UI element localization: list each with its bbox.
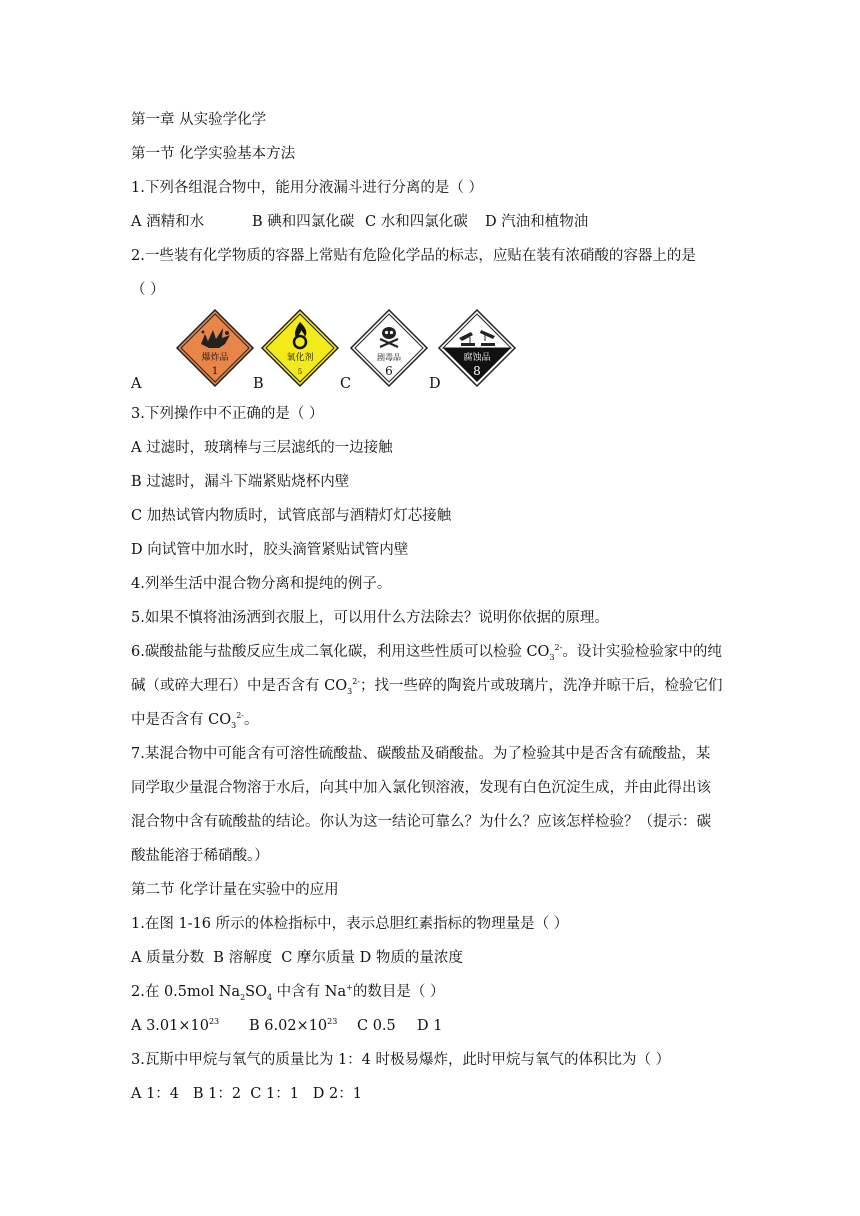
- section1-title: 第一节 化学实验基本方法: [131, 146, 296, 162]
- s1-q1-option-b: B 碘和四氯化碳: [252, 214, 355, 230]
- s2-q1-options: A 质量分数 B 溶解度 C 摩尔质量 D 物质的量浓度: [131, 950, 463, 966]
- s2-q2-option-a: A $3.01\times 10^{23}$: [131, 1017, 220, 1034]
- s1-q3-option-b: B 过滤时，漏斗下端紧贴烧杯内壁: [131, 474, 350, 490]
- s1-q6-line2: 碱（或碎大理石）中是否含有 $CO_3^{2-}$；找一些碎的陶瓷片或玻璃片，洗净并晾干后，检验它们: [131, 677, 723, 696]
- s1-q3-option-a: A 过滤时，玻璃棒与三层滤纸的一边接触: [131, 440, 393, 456]
- s1-q5: 5.如果不慎将油汤洒到衣服上，可以用什么方法除去？说明你依据的原理。: [131, 610, 609, 626]
- s1-q3-option-d: D 向试管中加水时，胶头滴管紧贴试管内壁: [131, 542, 409, 558]
- s2-q2-stem: 2.在 0.5mol $Na_2SO_4$ 中含有 Na+的数目是（ ）: [131, 983, 445, 1002]
- oxidizer-hazard-sign: [260, 308, 340, 388]
- s1-q6-line3: 中是否含有 $CO_3^{2-}$。: [131, 711, 259, 730]
- corrosive-hazard-sign: [437, 308, 517, 388]
- s1-q2-stem-line1: 2.一些装有化学物质的容器上常贴有危险化学品的标志，应贴在装有浓硝酸的容器上的是: [131, 248, 696, 264]
- sign-label-d: D: [429, 376, 441, 392]
- s1-q3-stem: 3.下列操作中不正确的是（ ）: [131, 406, 324, 422]
- s2-q3-stem: 3.瓦斯中甲烷与氧气的质量比为 1：4 时极易爆炸，此时甲烷与氧气的体积比为（ ）: [131, 1052, 671, 1068]
- s1-q3-option-c: C 加热试管内物质时，试管底部与酒精灯灯芯接触: [131, 508, 452, 524]
- s1-q1-options: [131, 212, 741, 232]
- s2-q1-stem: 1.在图 1-16 所示的体检指标中，表示总胆红素指标的物理量是（ ）: [131, 916, 569, 932]
- sign-number-toxic: 6: [385, 364, 393, 378]
- sign-number-corrosive: 8: [473, 364, 481, 378]
- hazard-signs-row: [131, 308, 551, 394]
- s1-q4: 4.列举生活中混合物分离和提纯的例子。: [131, 576, 392, 592]
- s2-q2-option-c: C 0.5: [357, 1018, 396, 1034]
- s1-q7-line1: 7.某混合物中可能含有可溶性硫酸盐、碳酸盐及硝酸盐。为了检验其中是否含有硫酸盐，某: [131, 746, 711, 762]
- sign-label-a: A: [131, 376, 142, 392]
- s1-q1-option-a: A 酒精和水: [131, 214, 205, 230]
- s1-q1-option-d: D 汽油和植物油: [485, 214, 589, 230]
- section2-title: 第二节 化学计量在实验中的应用: [131, 882, 339, 898]
- sign-text-toxic: 剧毒品: [377, 353, 401, 362]
- s1-q1-stem: 1.下列各组混合物中，能用分液漏斗进行分离的是（ ）: [131, 180, 483, 196]
- s1-q7-line3: 混合物中含有硫酸盐的结论。你认为这一结论可靠么？为什么？应该怎样检验？（提示：碳: [131, 814, 711, 830]
- s1-q6-line1: 6.碳酸盐能与盐酸反应生成二氧化碳，利用这些性质可以检验 $CO_3^{2-}$。设计实验检验家中的纯: [131, 643, 722, 662]
- sign-label-b: B: [253, 376, 264, 392]
- chapter-title: 第一章 从实验学化学: [131, 112, 267, 128]
- explosive-hazard-sign: [175, 308, 255, 388]
- sign-number-oxidizer: 5: [297, 368, 303, 376]
- toxic-hazard-sign: [349, 308, 429, 388]
- sign-text-corrosive: 腐蚀品: [463, 353, 491, 363]
- s2-q2-option-d: D 1: [417, 1018, 443, 1034]
- s1-q7-line2: 同学取少量混合物溶于水后，向其中加入氯化钡溶液，发现有白色沉淀生成，并由此得出该: [131, 780, 711, 796]
- s1-q2-stem-line2: （ ）: [131, 282, 165, 298]
- s2-q2-option-b: B $6.02\times 10^{23}$: [249, 1017, 338, 1034]
- s1-q7-line4: 酸盐能溶于稀硝酸。）: [131, 848, 269, 864]
- s2-q2-options: [131, 1016, 741, 1036]
- s2-q3-options: A 1：4 B 1：2 C 1：1 D 2：1: [131, 1086, 362, 1102]
- sign-text-oxidizer: 氧化剂: [286, 353, 314, 363]
- sign-label-c: C: [340, 376, 352, 392]
- sign-text-explosive: 爆炸品: [201, 353, 229, 363]
- s1-q1-option-c: C 水和四氯化碳: [365, 214, 468, 230]
- sign-number-explosive: 1: [211, 366, 219, 377]
